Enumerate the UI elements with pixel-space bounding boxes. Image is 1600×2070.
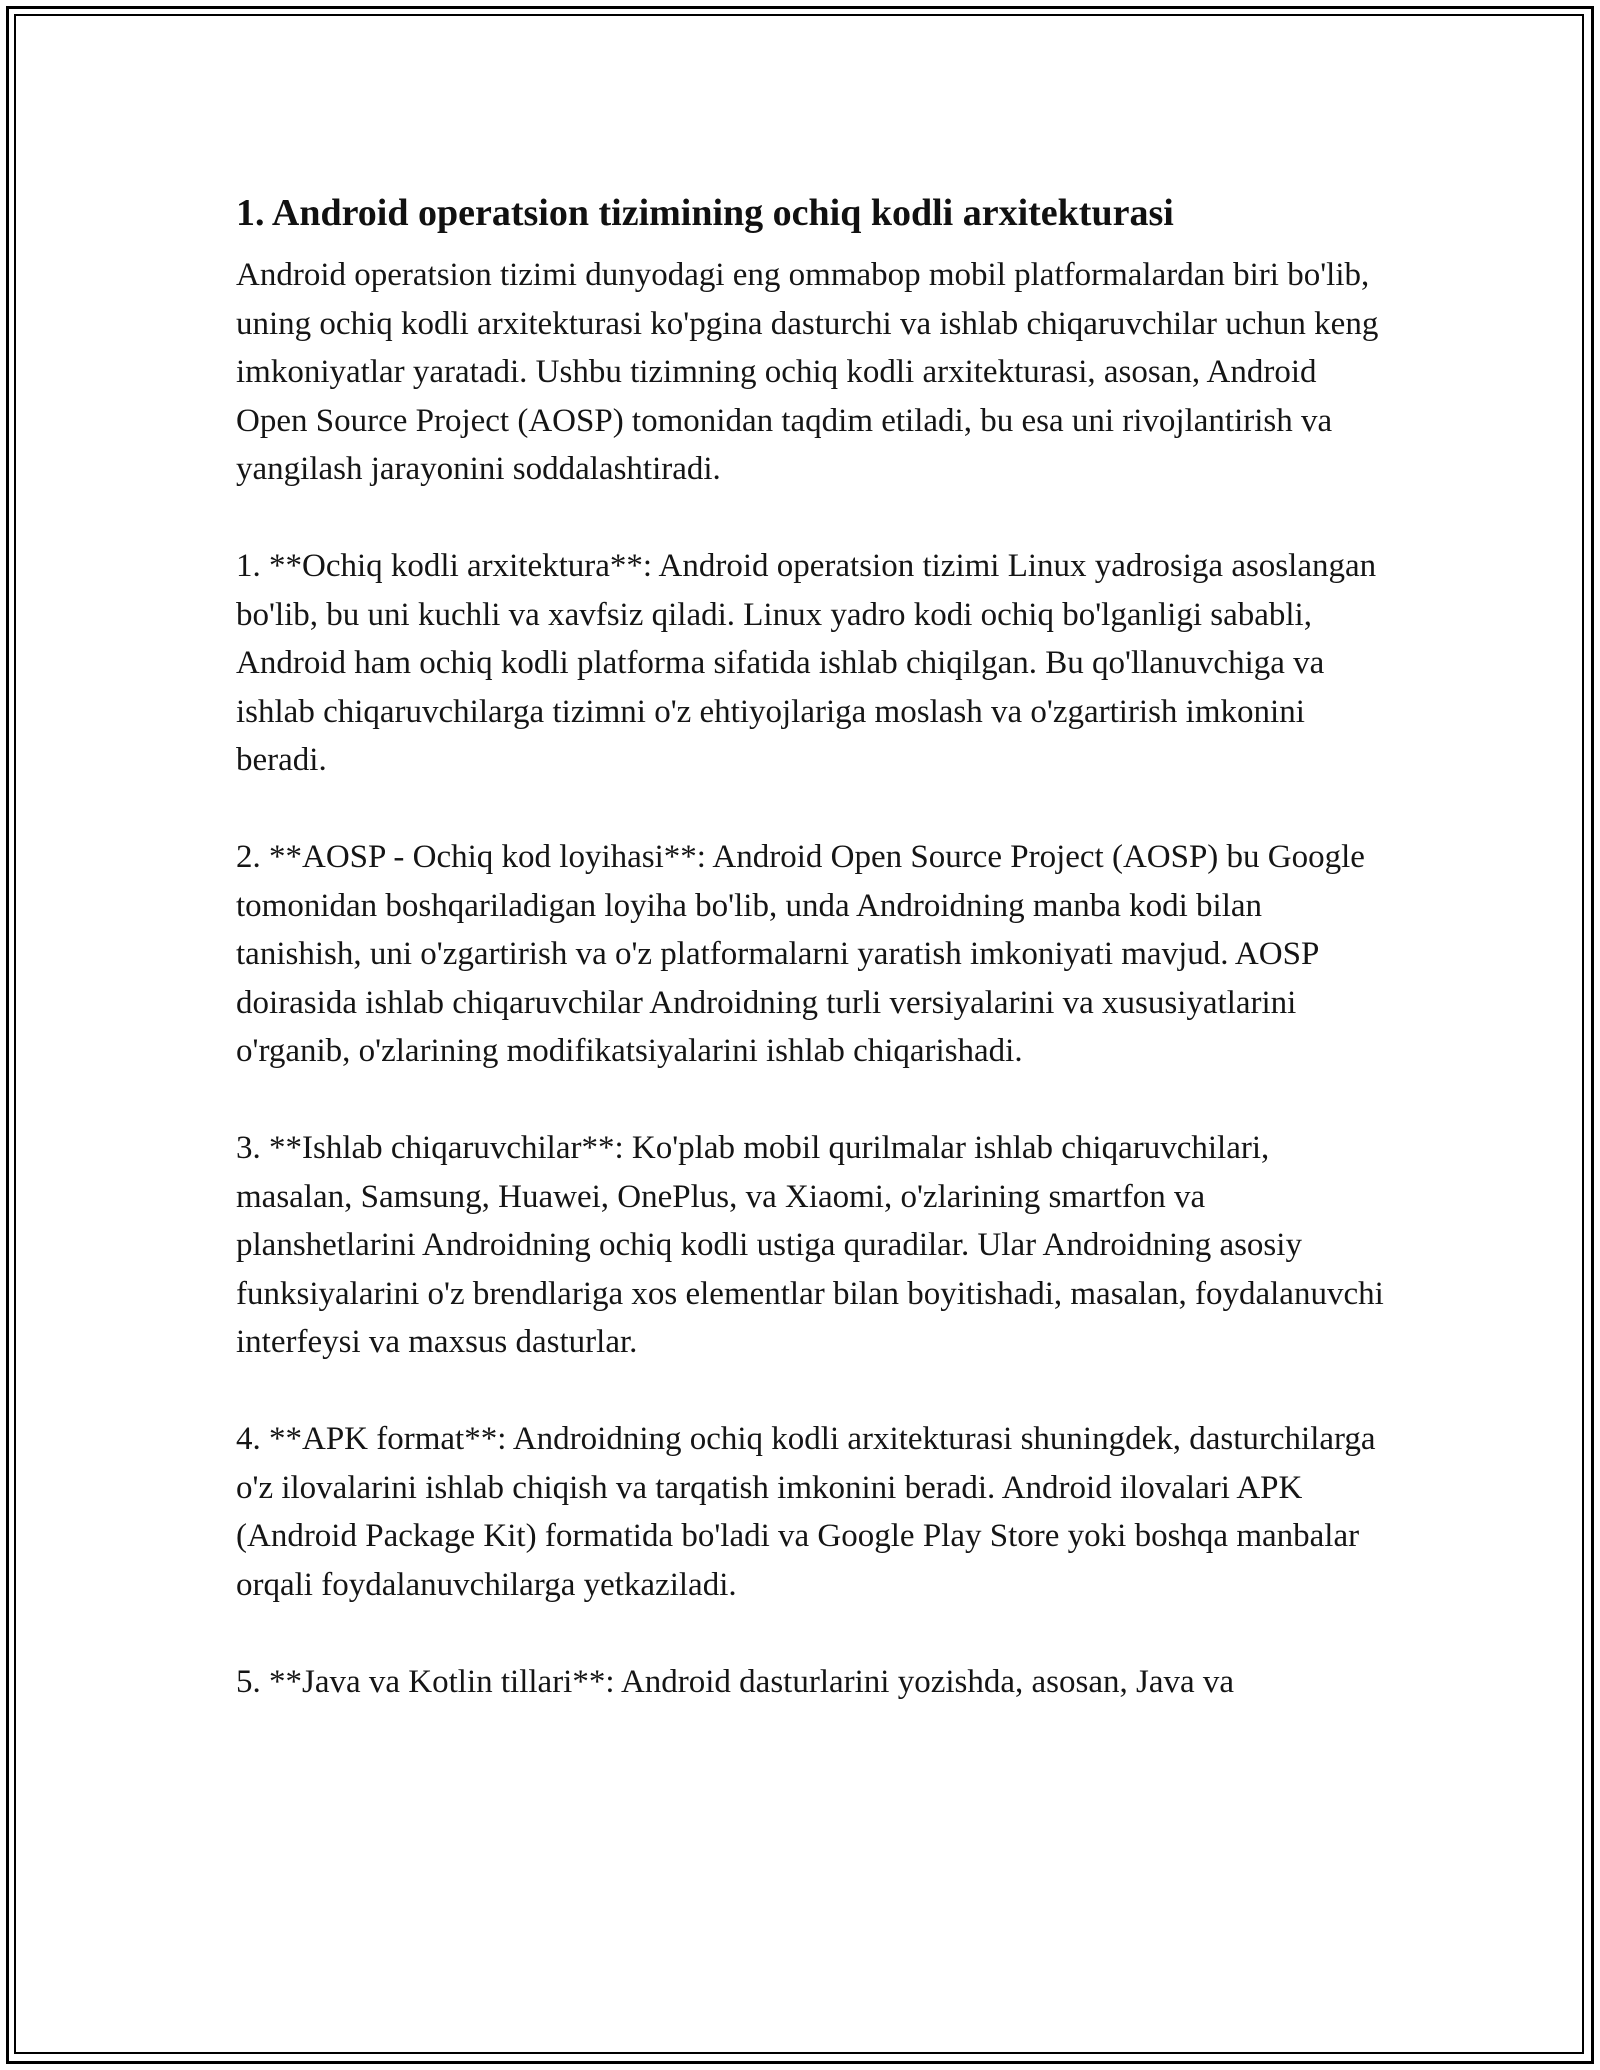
list-item-java-kotlin: 5. **Java va Kotlin tillari**: Android dasturlarini yozishda, asosan, Java va [236,1663,1235,1700]
list-item-apk-format: 4. **APK format**: Androidning ochiq kodli arxitekturasi shuningdek, dasturchilarga o'z ilovalarini ishlab chiqish va tarqatish imkonini beradi. Android ilovalari APK (Android Package Kit) formatida bo'ladi va Google Play Store yoki boshqa manbalar orqali foydalanuvchilarga yetkaziladi. [236,1421,1376,1603]
list-item-manufacturers: 3. **Ishlab chiqaruvchilar**: Ko'plab mobil qurilmalar ishlab chiqaruvchilari, masalan, Samsung, Huawei, OnePlus, va Xiaomi, o'zlarining smartfon va planshetlarini Androidning ochiq kodli ustiga quradilar. Ular Androidning asosiy funksiyalarini o'z brendlariga xos elementlar bilan boyitishadi, masalan, foydalanuvchi interfeysi va maxsus dasturlar. [236,1130,1384,1360]
intro-paragraph: Android operatsion tizimi dunyodagi eng ommabop mobil platformalardan biri bo'lib, uning ochiq kodli arxitekturasi ko'pgina dasturchi va ishlab chiqaruvchilar uchun keng imkoniyatlar yaratadi. Ushbu tizimning ochiq kodli arxitekturasi, asosan, Android Open Source Project (AOSP) tomonidan taqdim etiladi, bu esa uni rivojlantirish va yangilash jarayonini soddalashtiradi. [236,257,1379,487]
list-item-open-source: 1. **Ochiq kodli arxitektura**: Android operatsion tizimi Linux yadrosiga asoslangan bo'lib, bu uni kuchli va xavfsiz qiladi. Linux yadro kodi ochiq bo'lganligi sababli, Android ham ochiq kodli platforma sifatida ishlab chiqilgan. Bu qo'llanuvchiga va ishlab chiqaruvchilarga tizimni o'z ehtiyojlariga moslash va o'zgartirish imkonini beradi. [236,548,1377,778]
document-page [236,185,1386,1706]
list-item-aosp: 2. **AOSP - Ochiq kod loyihasi**: Android Open Source Project (AOSP) bu Google tomonidan boshqariladigan loyiha bo'lib, unda Androidning manba kodi bilan tanishish, uni o'zgartirish va o'z platformalarni yaratish imkoniyati mavjud. AOSP doirasida ishlab chiqaruvchilar Androidning turli versiyalarini va xususiyatlarini o'rganib, o'zlarining modifikatsiyalarini ishlab chiqarishadi. [236,839,1365,1069]
section-heading: 1. Android operatsion tizimining ochiq kodli arxitekturasi [236,192,1174,234]
